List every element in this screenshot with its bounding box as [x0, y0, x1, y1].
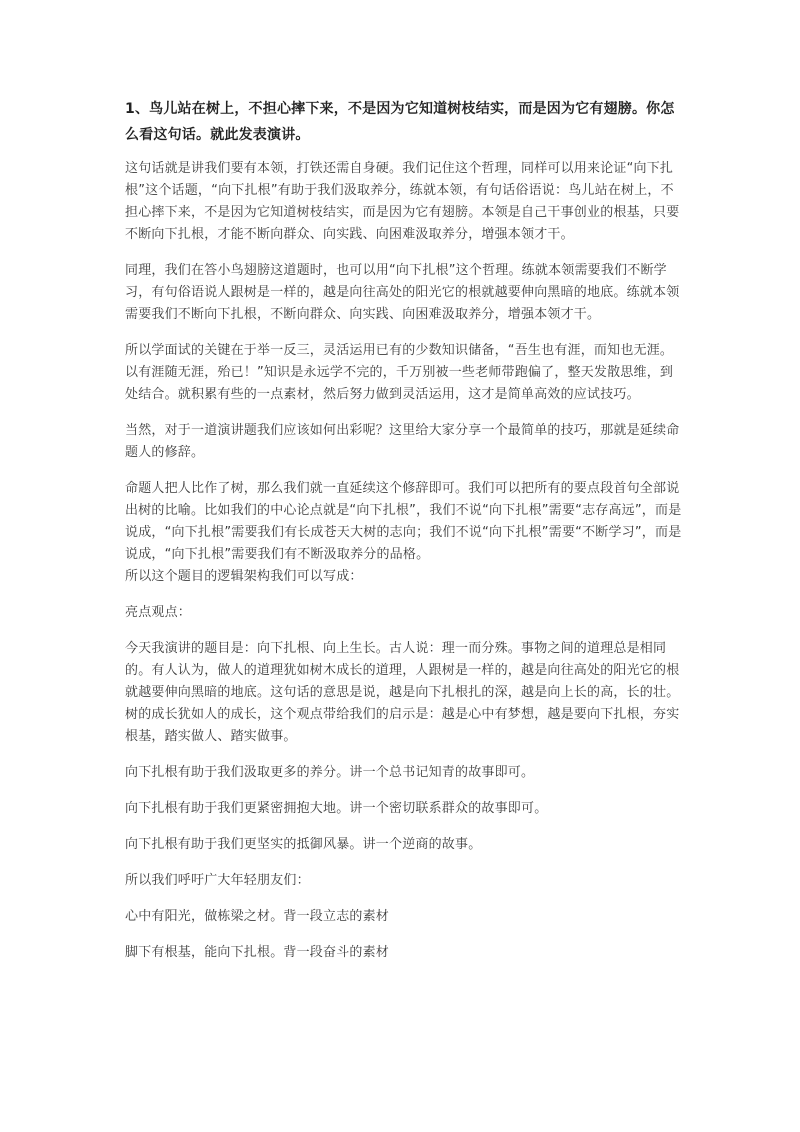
paragraph-10: 向下扎根有助于我们更紧密拥抱大地。讲一个密切联系群众的故事即可。 [125, 801, 548, 816]
paragraph-12: 所以我们呼吁广大年轻朋友们： [125, 873, 310, 888]
paragraph-5: 命题人把人比作了树，那么我们就一直延续这个修辞即可。我们可以把所有的要点段首句全部说出树的比喻。比如我们的中心论点就是“向下扎根”，我们不说“向下扎根”需要“志存高远”，而是说成，“向下扎根”需要我们有长成苍天大树的志向；我们不说“向下扎根”需要“不断学习”，而是说成，“向下扎根”需要我们有不断汲取养分的品格。 [125, 481, 682, 562]
paragraph-1: 这句话就是讲我们要有本领，打铁还需自身硬。我们记住这个哲理，同样可以用来论证“向下扎根”这个话题，“向下扎根”有助于我们汲取养分，练就本领，有句话俗语说：鸟儿站在树上，不担心摔下来，不是因为它知道树枝结实，而是因为它有翅膀。本领是自己干事创业的根基，只要不断向下扎根，才能不断向群众、向实践、向困难汲取养分，增强本领才干。 [125, 161, 680, 242]
paragraph-13: 心中有阳光，做栋梁之材。背一段立志的素材 [125, 909, 390, 924]
paragraph-3: 所以学面试的关键在于举一反三，灵活运用已有的少数知识储备，“吾生也有涯，而知也无涯。以有涯随无涯，殆已！”知识是永远学不完的，千万别被一些老师带跑偏了，整天发散思维，到处结合。就积累有些的一点素材，然后努力做到灵活运用，这才是简单高效的应试技巧。 [125, 343, 674, 402]
paragraph-9: 向下扎根有助于我们汲取更多的养分。讲一个总书记知青的故事即可。 [125, 765, 535, 780]
paragraph-4: 当然，对于一道演讲题我们应该如何出彩呢？这里给大家分享一个最简单的技巧，那就是延续命题人的修辞。 [125, 423, 680, 460]
paragraph-7: 亮点观点： [125, 605, 192, 620]
document-body [125, 96, 685, 978]
paragraph-2: 同理，我们在答小鸟翅膀这道题时，也可以用“向下扎根”这个哲理。练就本领需要我们不断学习，有句俗语说人跟树是一样的，越是向往高处的阳光它的根就越要伸向黑暗的地底。练就本领需要我们不断向下扎根，不断向群众、向实践、向困难汲取养分，增强本领才干。 [125, 263, 680, 322]
paragraph-11: 向下扎根有助于我们更坚实的抵御风暴。讲一个逆商的故事。 [125, 837, 482, 852]
paragraph-6: 所以这个题目的逻辑架构我们可以写成： [125, 569, 363, 584]
paragraph-8: 今天我演讲的题目是：向下扎根、向上生长。古人说：理一而分殊。事物之间的道理总是相同的。有人认为，做人的道理犹如树木成长的道理，人跟树是一样的，越是向往高处的阳光它的根就越要伸向黑暗的地底。这句话的意思是说，越是向下扎根扎的深，越是向上长的高，长的壮。树的成长犹如人的成长，这个观点带给我们的启示是：越是心中有梦想，越是要向下扎根，夯实根基，踏实做人、踏实做事。 [125, 641, 680, 744]
question-title: 1、鸟儿站在树上，不担心摔下来，不是因为它知道树枝结实，而是因为它有翅膀。你怎么看这句话。就此发表演讲。 [125, 101, 675, 143]
paragraph-14: 脚下有根基，能向下扎根。背一段奋斗的素材 [125, 945, 390, 960]
